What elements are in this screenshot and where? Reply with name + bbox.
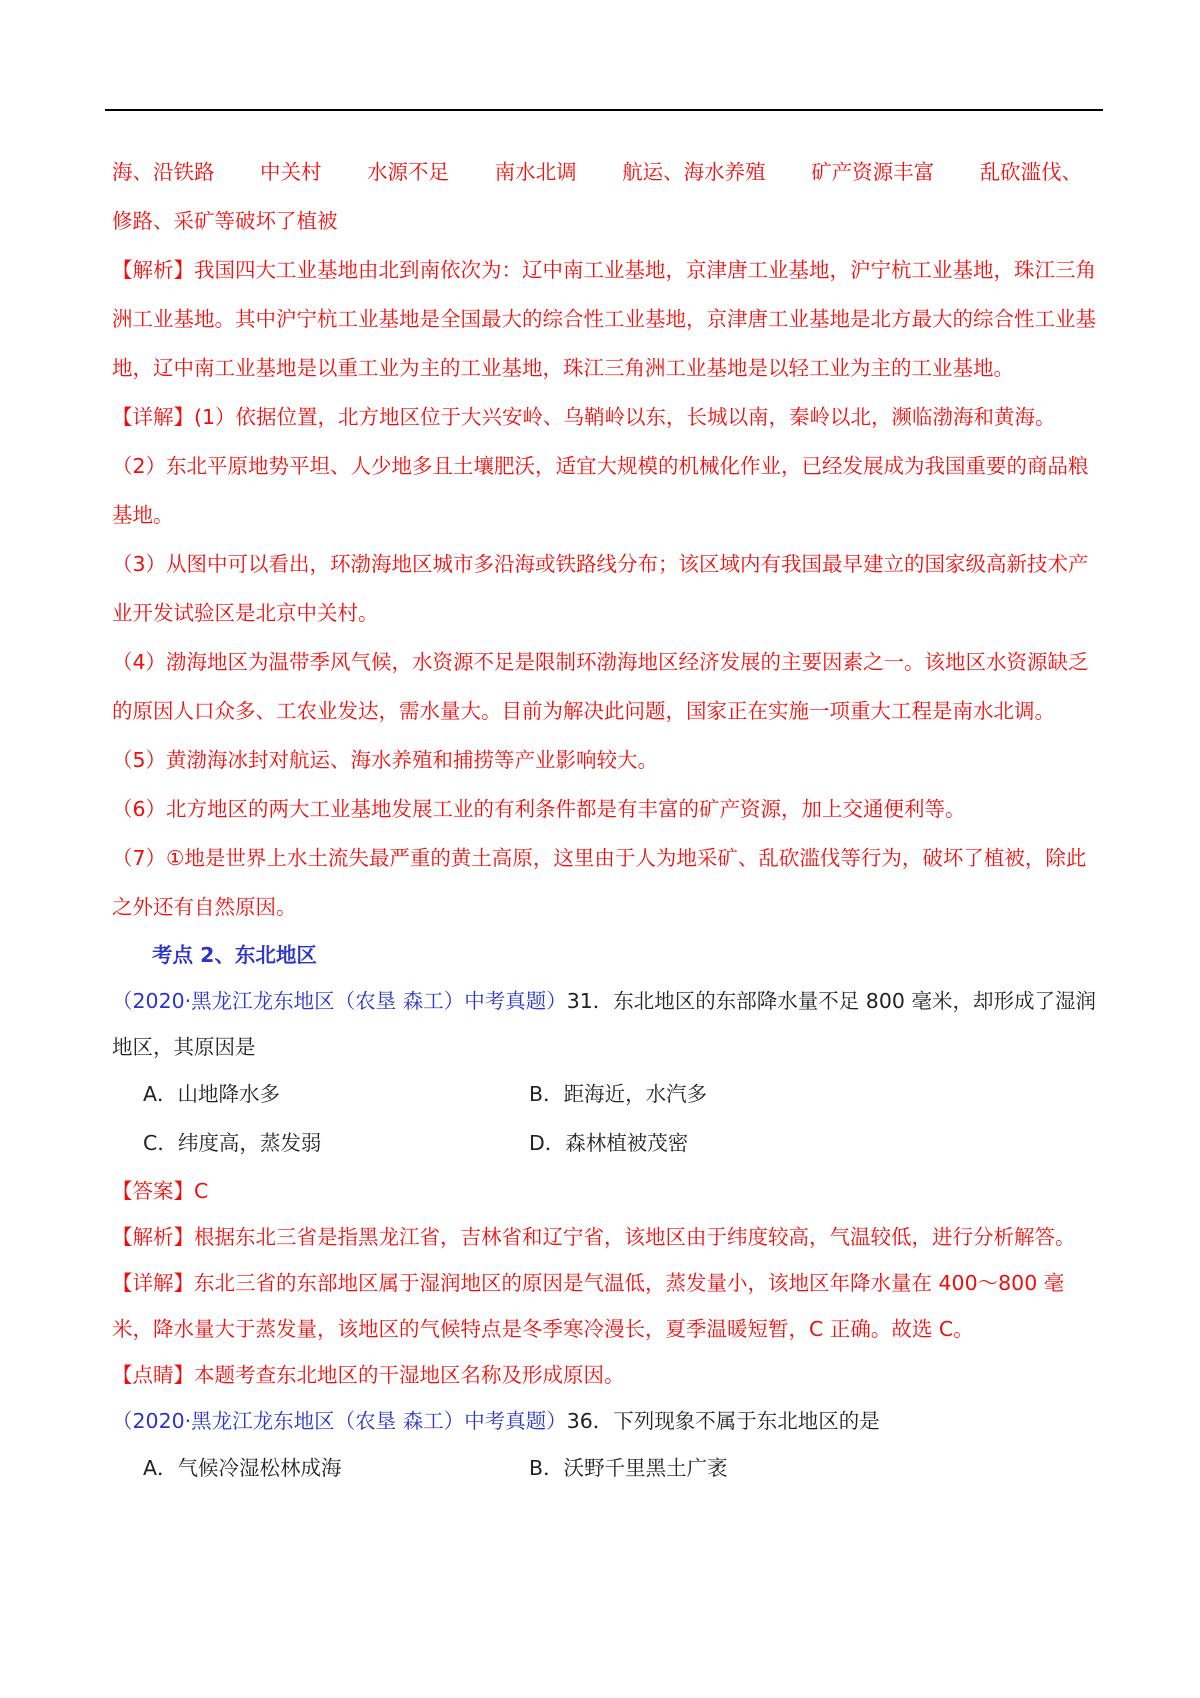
question-36	[112, 1398, 1098, 1444]
detail-item: （5）黄渤海冰封对航运、海水养殖和捕捞等产业影响较大。	[112, 748, 659, 772]
section-heading: 考点 2、东北地区	[152, 943, 317, 967]
options-row	[112, 1444, 1098, 1493]
options-row	[112, 1119, 1098, 1168]
analysis-paragraph: 【解析】根据东北三省是指黑龙江省，吉林省和辽宁省，该地区由于纬度较高，气温较低，进行分析解答。	[112, 1225, 1076, 1249]
question-source: （2020·黑龙江龙东地区（农垦 森工）中考真题）	[112, 989, 567, 1013]
options-row	[112, 1070, 1098, 1119]
answer-line-2: 修路、采矿等破坏了植被	[112, 209, 338, 233]
option-b: B．距海近，水汽多	[529, 1082, 708, 1106]
detail-item: （2）东北平原地势平坦、人少地多且土壤肥沃，适宜大规模的机械化作业，已经发展成为我国重要的商品粮基地。	[112, 454, 1089, 527]
answer-item: 航运、海水养殖	[622, 160, 766, 184]
option-a: A．气候冷湿松林成海	[143, 1456, 342, 1480]
detail-paragraph: 【详解】东北三省的东部地区属于湿润地区的原因是气温低，蒸发量小，该地区年降水量在 400～800 毫米，降水量大于蒸发量，该地区的气候特点是冬季寒冷漫长，夏季温暖短暂，C 正确。故选 C。	[112, 1271, 1065, 1341]
question-stem: 31．东北地区的东部降水量不足 800 毫米，却形成了湿润地区，其原因是	[112, 989, 1096, 1059]
detail-item: （6）北方地区的两大工业基地发展工业的有利条件都是有丰富的矿产资源，加上交通便利等。	[112, 797, 966, 821]
detail-item: （4）渤海地区为温带季风气候，水资源不足是限制环渤海地区经济发展的主要因素之一。该地区水资源缺乏的原因人口众多、工农业发达，需水量大。目前为解决此问题，国家正在实施一项重大工程是南水北调。	[112, 650, 1089, 723]
document-body	[112, 148, 1098, 1493]
option-c: C．纬度高，蒸发弱	[143, 1131, 322, 1155]
key-point: 【点睛】本题考查东北地区的干湿地区名称及形成原因。	[112, 1363, 625, 1387]
question-stem: 36．下列现象不属于东北地区的是	[566, 1409, 880, 1433]
answer-line	[112, 148, 1098, 197]
answer-item: 中关村	[260, 160, 322, 184]
answer-item: 南水北调	[494, 160, 577, 184]
option-b: B．沃野千里黑土广袤	[529, 1456, 728, 1480]
header-rule	[105, 109, 1103, 111]
option-a: A．山地降水多	[143, 1082, 281, 1106]
analysis-paragraph: 【解析】我国四大工业基地由北到南依次为：辽中南工业基地，京津唐工业基地，沪宁杭工业基地，珠江三角洲工业基地。其中沪宁杭工业基地是全国最大的综合性工业基地，京津唐工业基地是北方最大的综合性工业基地，辽中南工业基地是以重工业为主的工业基地，珠江三角洲工业基地是以轻工业为主的工业基地。	[112, 258, 1096, 380]
detail-item: 【详解】(1）依据位置，北方地区位于大兴安岭、乌鞘岭以东，长城以南，秦岭以北，濒临渤海和黄海。	[112, 405, 1056, 429]
question-source: （2020·黑龙江龙东地区（农垦 森工）中考真题）	[112, 1409, 567, 1433]
detail-item: （7）①地是世界上水土流失最严重的黄土高原，这里由于人为地采矿、乱砍滥伐等行为，破坏了植被，除此之外还有自然原因。	[112, 846, 1087, 919]
answer-item: 海、沿铁路	[112, 160, 215, 184]
detail-item: （3）从图中可以看出，环渤海地区城市多沿海或铁路线分布；该区域内有我国最早建立的国家级高新技术产业开发试验区是北京中关村。	[112, 552, 1089, 625]
answer-item: 矿产资源丰富	[811, 160, 935, 184]
option-d: D．森林植被茂密	[529, 1131, 689, 1155]
question-31	[112, 978, 1098, 1070]
answer-item: 乱砍滥伐、	[979, 160, 1083, 184]
answer-item: 水源不足	[367, 160, 450, 184]
answer-label: 【答案】C	[112, 1179, 209, 1203]
